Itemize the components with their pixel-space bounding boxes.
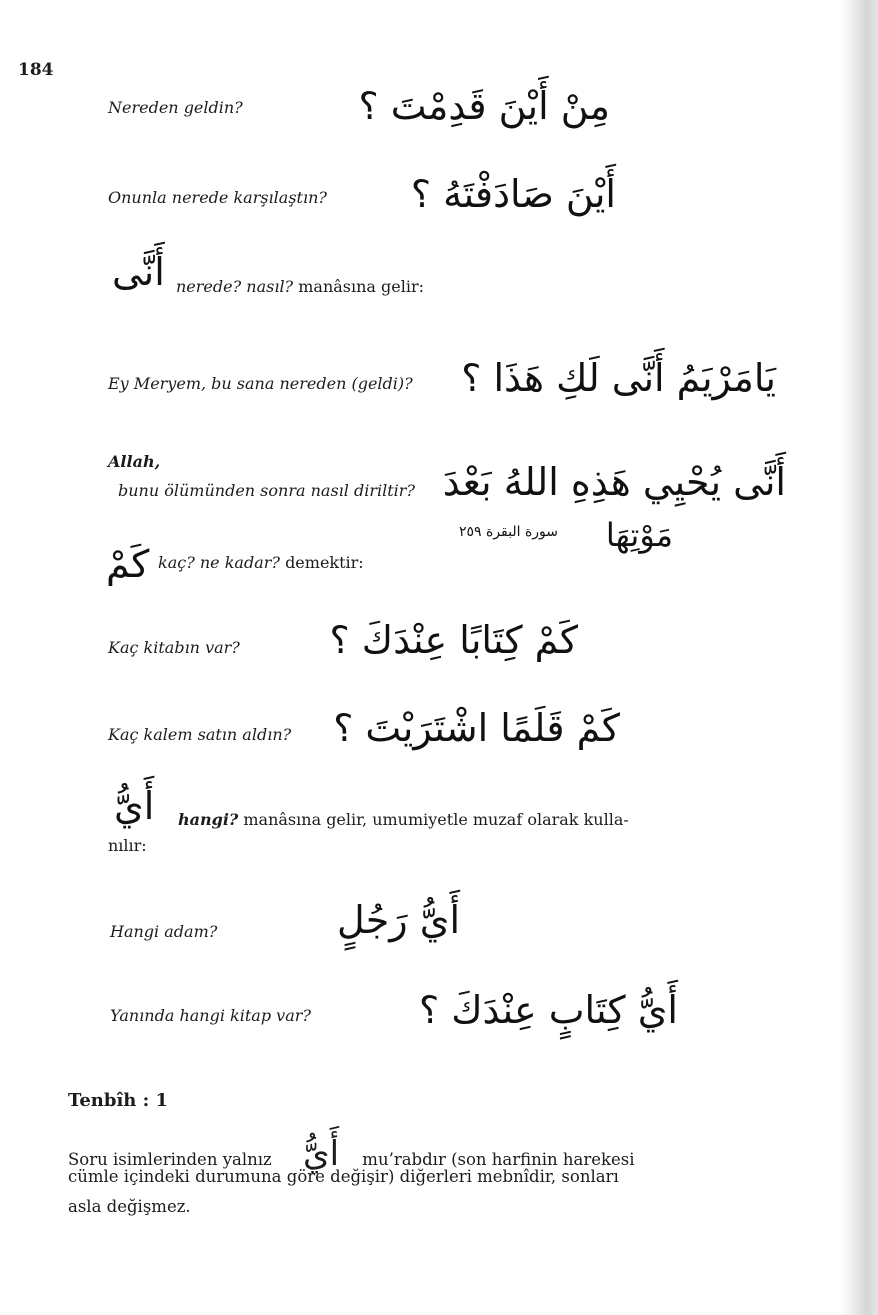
arabic-anna-yuhyi: أَنَّى يُحْيِي هَذِهِ اللهُ بَعْدَ	[442, 460, 786, 504]
page-number: 184	[18, 60, 54, 80]
note-heading: Tenbîh : 1	[68, 1090, 169, 1111]
scan-page-edge	[840, 0, 878, 1315]
anna-suffix: manâsına gelir:	[298, 277, 425, 296]
arabic-ayyu-kitabin: أَيُّ كِتَابٍ عِنْدَكَ ؟	[418, 988, 678, 1032]
translation-nereden-geldin: Nereden geldin?	[108, 98, 243, 117]
arabic-anna: أَنَّى	[112, 250, 165, 294]
arabic-min-ayna-qadimta: مِنْ أَيْنَ قَدِمْتَ ؟	[358, 84, 610, 128]
kam-suffix: demektir:	[285, 553, 364, 572]
translation-kac-kalem: Kaç kalem satın aldın?	[108, 725, 292, 744]
note-line1-after: mu’rabdır (son harfinin harekesi	[362, 1150, 635, 1169]
note-line1-before: Soru isimlerinden yalnız	[68, 1150, 272, 1169]
anna-definition	[176, 277, 424, 296]
surah-reference: سورة البقرة ٢٥٩	[458, 524, 558, 540]
translation-hangi-adam: Hangi adam?	[110, 922, 218, 941]
note-arabic-ayyu: أَيُّ	[302, 1134, 340, 1174]
translation-allah: Allah,	[108, 452, 161, 471]
ayyu-description-line1: manâsına gelir, umumiyetle muzaf olarak kulla-	[243, 810, 629, 829]
ayyu-description-line2: nılır:	[108, 836, 147, 855]
arabic-ya-maryamu: يَامَرْيَمُ أَنَّى لَكِ هَذَا ؟	[461, 356, 776, 400]
translation-yaninda-hangi: Yanında hangi kitap var?	[110, 1006, 311, 1025]
note-line-3: asla değişmez.	[68, 1197, 191, 1216]
translation-bunu-olumunden: bunu ölümünden sonra nasıl diriltir?	[118, 481, 415, 500]
kam-meanings: kaç? ne kadar?	[158, 553, 280, 572]
kam-definition	[158, 553, 364, 572]
translation-kac-kitabin: Kaç kitabın var?	[108, 638, 240, 657]
arabic-ayyu-rajulin: أَيُّ رَجُلٍ	[337, 898, 460, 942]
arabic-mawtiha: مَوْتِهَا	[605, 516, 673, 554]
translation-onunla-nerede: Onunla nerede karşılaştın?	[108, 188, 327, 207]
anna-meanings: nerede? nasıl?	[176, 277, 294, 296]
ayyu-definition	[178, 810, 629, 829]
arabic-kam-kitaban: كَمْ كِتَابًا عِنْدَكَ ؟	[329, 618, 578, 662]
ayyu-meaning: hangi?	[178, 810, 239, 829]
arabic-ayna-sadaftahu: أَيْنَ صَادَفْتَهُ ؟	[410, 172, 616, 216]
arabic-ayyu: أَيُّ	[114, 784, 155, 828]
arabic-kam-qalaman: كَمْ قَلَمًا اشْتَرَيْتَ ؟	[333, 706, 620, 750]
note-line-2: cümle içindeki durumuna göre değişir) diğerleri mebnîdir, sonları	[68, 1167, 619, 1186]
arabic-kam: كَمْ	[106, 542, 150, 586]
translation-ey-meryem: Ey Meryem, bu sana nereden (geldi)?	[108, 374, 413, 393]
